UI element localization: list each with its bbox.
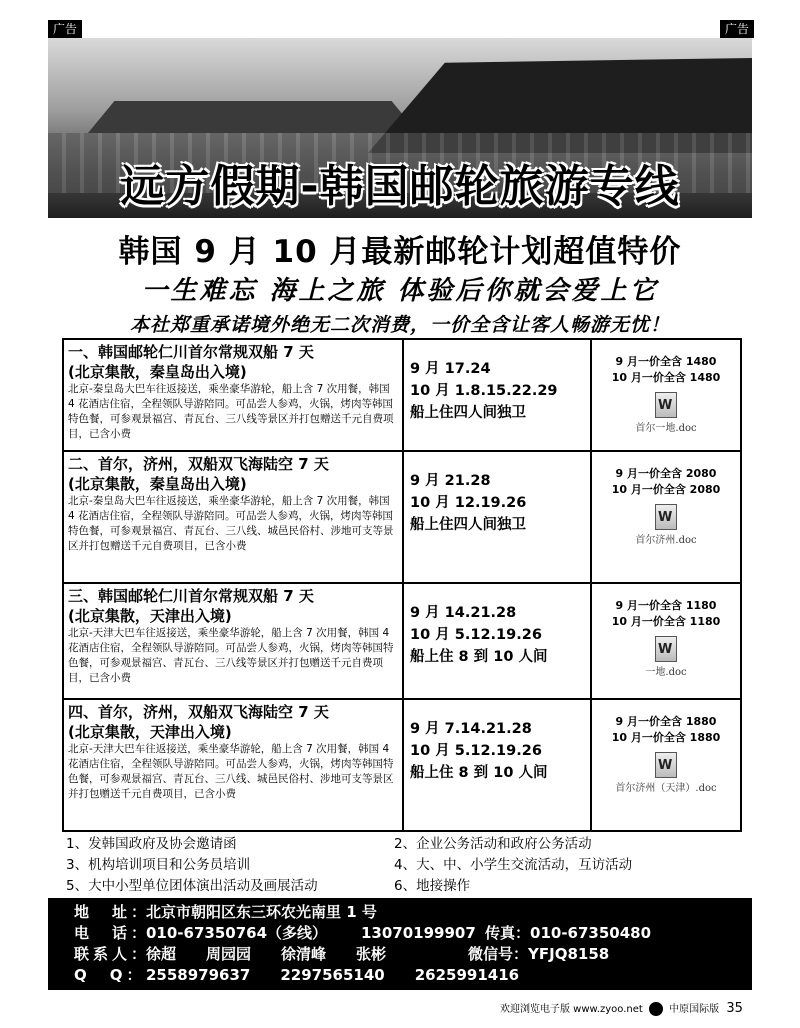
contact-box [48,898,752,990]
tour-date-oct: 10 月 1.8.15.22.29 [410,383,558,399]
tour-row [64,584,740,700]
page-footer [500,1000,743,1016]
phone-label: 电 话： [74,924,151,942]
word-doc-icon[interactable] [655,504,677,530]
doc-name[interactable]: 首尔济州.doc [635,535,697,546]
tour-date-oct: 10 月 5.12.19.26 [410,627,542,643]
footer-edition: 中原国际版 [669,1004,720,1015]
mobile-value: 13070199907 [361,924,476,942]
tour-description: 北京-天津大巴车往返接送，乘坐豪华游轮，船上含 7 次用餐，韩国 4 花酒店住宿，全程领队导游陪同。可品尝人参鸡，火锅，烤肉等韩国特色餐，可参观景福宫、青瓦台、三八线、城邑民俗村、涉地可支等景区并打包赠送千元自费项目，已含小费 [68,743,394,800]
service-item: 5、大中小型单位团体演出活动及画展活动 [66,878,318,894]
tour-info [64,452,404,582]
tour-room: 船上住四人间独卫 [410,517,526,533]
logo-icon [649,1002,663,1016]
tour-description: 北京-秦皇岛大巴车往返接送，乘坐豪华游轮，船上含 7 次用餐，韩国 4 花酒店住宿，全程领队导游陪同。可品尝人参鸡，火锅，烤肉等韩国特色餐，可参观景福宫、青瓦台、三八线、城邑民俗村、涉地可支等景区并打包赠送千元自费项目，已含小费 [68,495,394,552]
tour-departure: (北京集散，天津出入境) [68,607,232,625]
tour-dates [404,340,592,450]
tour-description: 北京-天津大巴车往返接送，乘坐豪华游轮，船上含 7 次用餐，韩国 4 花酒店住宿，全程领队导游陪同。可品尝人参鸡，火锅，烤肉等韩国特色餐，可参观景福宫、青瓦台、三八线等景区并打包赠送千元自费项目，已含小费 [68,627,394,684]
price-sep: 9 月一价全含 1880 [615,715,717,728]
service-item: 3、机构培训项目和公务员培训 [66,857,251,873]
people-value: 徐超 周园园 徐清峰 张彬 [146,945,387,963]
services-row [66,855,746,876]
tour-name: 一、韩国邮轮仁川首尔常规双船 7 天 [68,343,314,361]
tour-row [64,700,740,830]
tour-prices [592,584,740,698]
phone-value: 010-67350764（多线） [146,924,328,942]
people-label: 联系人： [74,945,151,963]
price-sep: 9 月一价全含 1180 [615,599,717,612]
address-line [74,902,726,923]
qq-value: 2558979637 2297565140 2625991416 [146,966,520,984]
tour-prices [592,340,740,450]
tour-date-oct: 10 月 12.19.26 [410,495,527,511]
service-item: 2、企业公务活动和政府公务活动 [394,836,592,852]
tour-info [64,584,404,698]
promise: 本社郑重承诺境外绝无二次消费，一价全含让客人畅游无忧！ [129,314,670,336]
tour-dates [404,700,592,830]
tour-date-sep: 9 月 17.24 [410,361,491,377]
address-label: 地 址： [74,903,151,921]
tour-dates [404,452,592,582]
tour-room: 船上住四人间独卫 [410,405,526,421]
roof-shape [88,93,418,133]
address-value: 北京市朝阳区东三环农光南里 1 号 [146,903,377,921]
word-doc-icon[interactable] [655,636,677,662]
tour-row [64,340,740,452]
ad-label-right: 广告 [720,20,754,38]
tour-name: 三、韩国邮轮仁川首尔常规双船 7 天 [68,587,314,605]
tour-departure: (北京集散，秦皇岛出入境) [68,475,247,493]
price-oct: 10 月一价全含 1480 [611,371,721,384]
banner-title: 远方假期-韩国邮轮旅游专线 [120,161,680,212]
price-sep: 9 月一价全含 1480 [615,355,717,368]
tour-date-sep: 9 月 14.21.28 [410,605,517,621]
wechat-label: 微信号： [468,945,529,963]
fax-value: 010-67350480 [530,924,652,942]
doc-name[interactable]: 首尔一地.doc [635,423,697,434]
tour-table [62,338,742,832]
tour-dates [404,584,592,698]
price-oct: 10 月一价全含 2080 [611,483,721,496]
tour-info [64,700,404,830]
people-line [74,944,726,965]
price-oct: 10 月一价全含 1880 [611,731,721,744]
word-doc-icon[interactable] [655,752,677,778]
tour-room: 船上住 8 到 10 人间 [410,649,548,665]
phone-line [74,923,726,944]
tour-name: 四、首尔，济州，双船双飞海陆空 7 天 [68,703,329,721]
tour-description: 北京-秦皇岛大巴车往返接送，乘坐豪华游轮，船上含 7 次用餐，韩国 4 花酒店住宿，全程领队导游陪同。可品尝人参鸡，火锅，烤肉等韩国特色餐，可参观景福宫、青瓦台、三八线等景区并打包赠送千元自费项目，已含小费 [68,383,394,440]
tour-info [64,340,404,450]
wechat-value: YFJQ8158 [528,945,610,963]
services-row [66,834,746,855]
services-list [66,834,746,897]
word-doc-icon[interactable] [655,392,677,418]
page-number: 35 [726,1001,743,1016]
footer-site: 欢迎浏览电子版 www.zyoo.net [500,1004,643,1015]
headline: 韩国 9 月 10 月最新邮轮计划超值特价 [118,234,682,270]
tour-date-sep: 9 月 7.14.21.28 [410,721,532,737]
tour-room: 船上住 8 到 10 人间 [410,765,548,781]
ad-label-left: 广告 [48,20,82,38]
tour-prices [592,700,740,830]
fax-label: 传真： [485,924,531,942]
service-item: 1、发韩国政府及协会邀请函 [66,836,237,852]
tour-name: 二、首尔，济州，双船双飞海陆空 7 天 [68,455,329,473]
tour-row [64,452,740,584]
qq-line [74,965,726,986]
slogan: 一生难忘 海上之旅 体验后你就会爱上它 [141,276,659,306]
doc-name[interactable]: 首尔济州（天津）.doc [615,783,717,794]
doc-name[interactable]: 一地.doc [645,667,687,678]
services-row [66,876,746,897]
price-oct: 10 月一价全含 1180 [611,615,721,628]
service-item: 6、地接操作 [394,878,471,894]
banner [48,38,752,218]
qq-label: Q Q： [74,966,146,984]
tour-departure: (北京集散，秦皇岛出入境) [68,363,247,381]
tour-departure: (北京集散，天津出入境) [68,723,232,741]
tour-date-oct: 10 月 5.12.19.26 [410,743,542,759]
service-item: 4、大、中、小学生交流活动，互访活动 [394,857,633,873]
price-sep: 9 月一价全含 2080 [615,467,717,480]
tour-prices [592,452,740,582]
tour-date-sep: 9 月 21.28 [410,473,491,489]
